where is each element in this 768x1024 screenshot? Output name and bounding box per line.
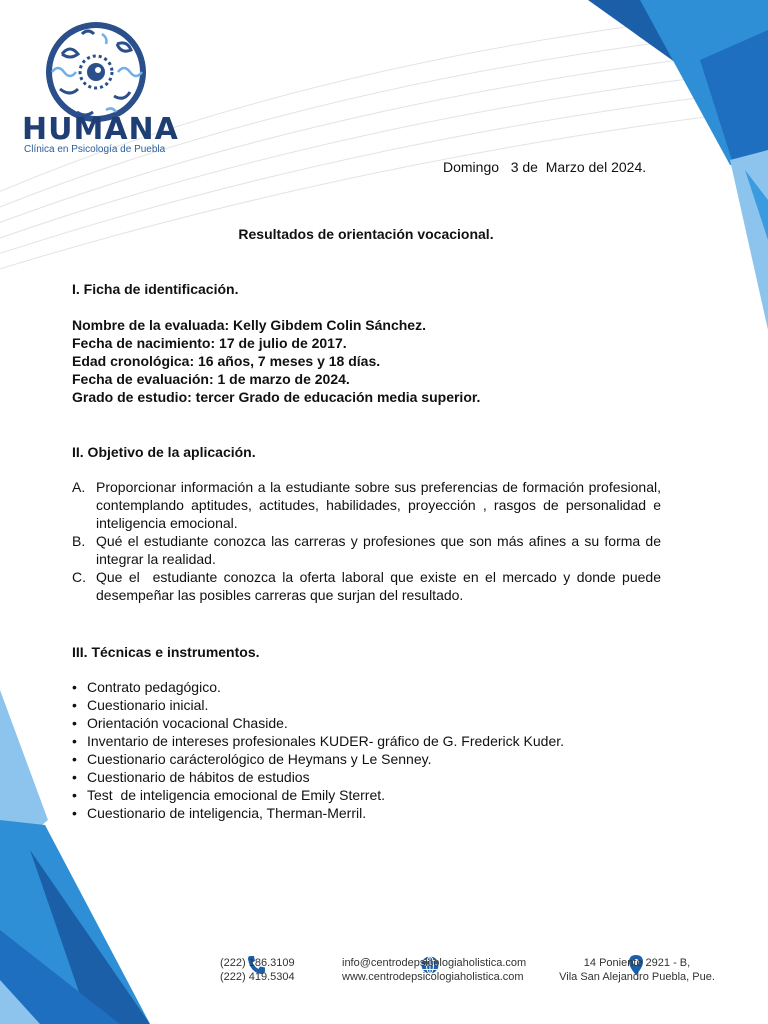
section1-heading: I. Ficha de identificación. xyxy=(72,281,239,297)
footer-contact xyxy=(342,956,526,984)
footer-address xyxy=(558,956,716,984)
document-title: Resultados de orientación vocacional. xyxy=(238,226,494,242)
document-date: Domingo 3 de Marzo del 2024. xyxy=(443,159,647,175)
list-item: • Cuestionario inicial. xyxy=(72,696,564,714)
list-item: • Cuestionario de hábitos de estudios xyxy=(72,768,564,786)
footer-email[interactable]: info@centrodepsicologiaholistica.com xyxy=(342,957,527,969)
list-item: • Contrato pedagógico. xyxy=(72,678,564,696)
list-item: • Inventario de intereses profesionales KUDER- gráfico de G. Frederick Kuder. xyxy=(72,732,564,750)
brand-subtitle: Clínica en Psicología de Puebla xyxy=(24,144,166,155)
field-age: Edad cronológica: 16 años, 7 meses y 18 días. xyxy=(72,353,381,369)
field-name: Nombre de la evaluada: Kelly Gibdem Colin Sánchez. xyxy=(72,317,426,333)
field-eval-date: Fecha de evaluación: 1 de marzo de 2024. xyxy=(72,371,350,387)
list-item xyxy=(72,568,665,604)
list-item-text: Que el estudiante conozca la oferta laboral que existe en el mercado y donde puede desempeñar las posibles carreras que surjan del resultado. xyxy=(96,569,665,603)
list-item-text: Proporcionar información a la estudiante sobre sus preferencias de formación profesional, contemplando aptitudes, actitudes, habilidades, proyección , rasgos de personalidad e inteligencia emocional. xyxy=(96,479,661,531)
identification-fields xyxy=(72,316,480,406)
section3-heading: III. Técnicas e instrumentos. xyxy=(72,644,260,660)
list-marker: B. xyxy=(72,533,86,549)
list-item: • Orientación vocacional Chaside. xyxy=(72,714,564,732)
address-line-1: 14 Poniente 2921 - B, xyxy=(583,957,691,969)
list-item-text: Qué el estudiante conozca las carreras y profesiones que son más afines a su forma de integrar la realidad. xyxy=(96,533,661,567)
objectives-list xyxy=(72,478,665,604)
footer-phones xyxy=(220,956,295,984)
section2-heading: II. Objetivo de la aplicación. xyxy=(72,444,256,460)
footer-website[interactable]: www.centrodepsicologiaholistica.com xyxy=(342,971,524,983)
list-item xyxy=(72,478,661,532)
techniques-list xyxy=(72,678,564,822)
phone-1: (222) 186.3109 xyxy=(220,957,295,969)
field-birthdate: Fecha de nacimiento: 17 de julio de 2017. xyxy=(72,335,347,351)
list-item xyxy=(72,532,661,568)
brand-name: HUMANA xyxy=(22,112,179,147)
address-line-2: Vila San Alejandro Puebla, Pue. xyxy=(559,971,715,983)
list-marker: A. xyxy=(72,479,86,495)
field-grade: Grado de estudio: tercer Grado de educación media superior. xyxy=(72,389,481,405)
phone-2: (222) 419.5304 xyxy=(220,971,295,983)
list-item: • Cuestionario de inteligencia, Therman-Merril. xyxy=(72,804,564,822)
list-marker: C. xyxy=(72,569,86,585)
list-item: • Test de inteligencia emocional de Emily Sterret. xyxy=(72,786,564,804)
list-item: • Cuestionario carácterológico de Heymans y Le Senney. xyxy=(72,750,564,768)
